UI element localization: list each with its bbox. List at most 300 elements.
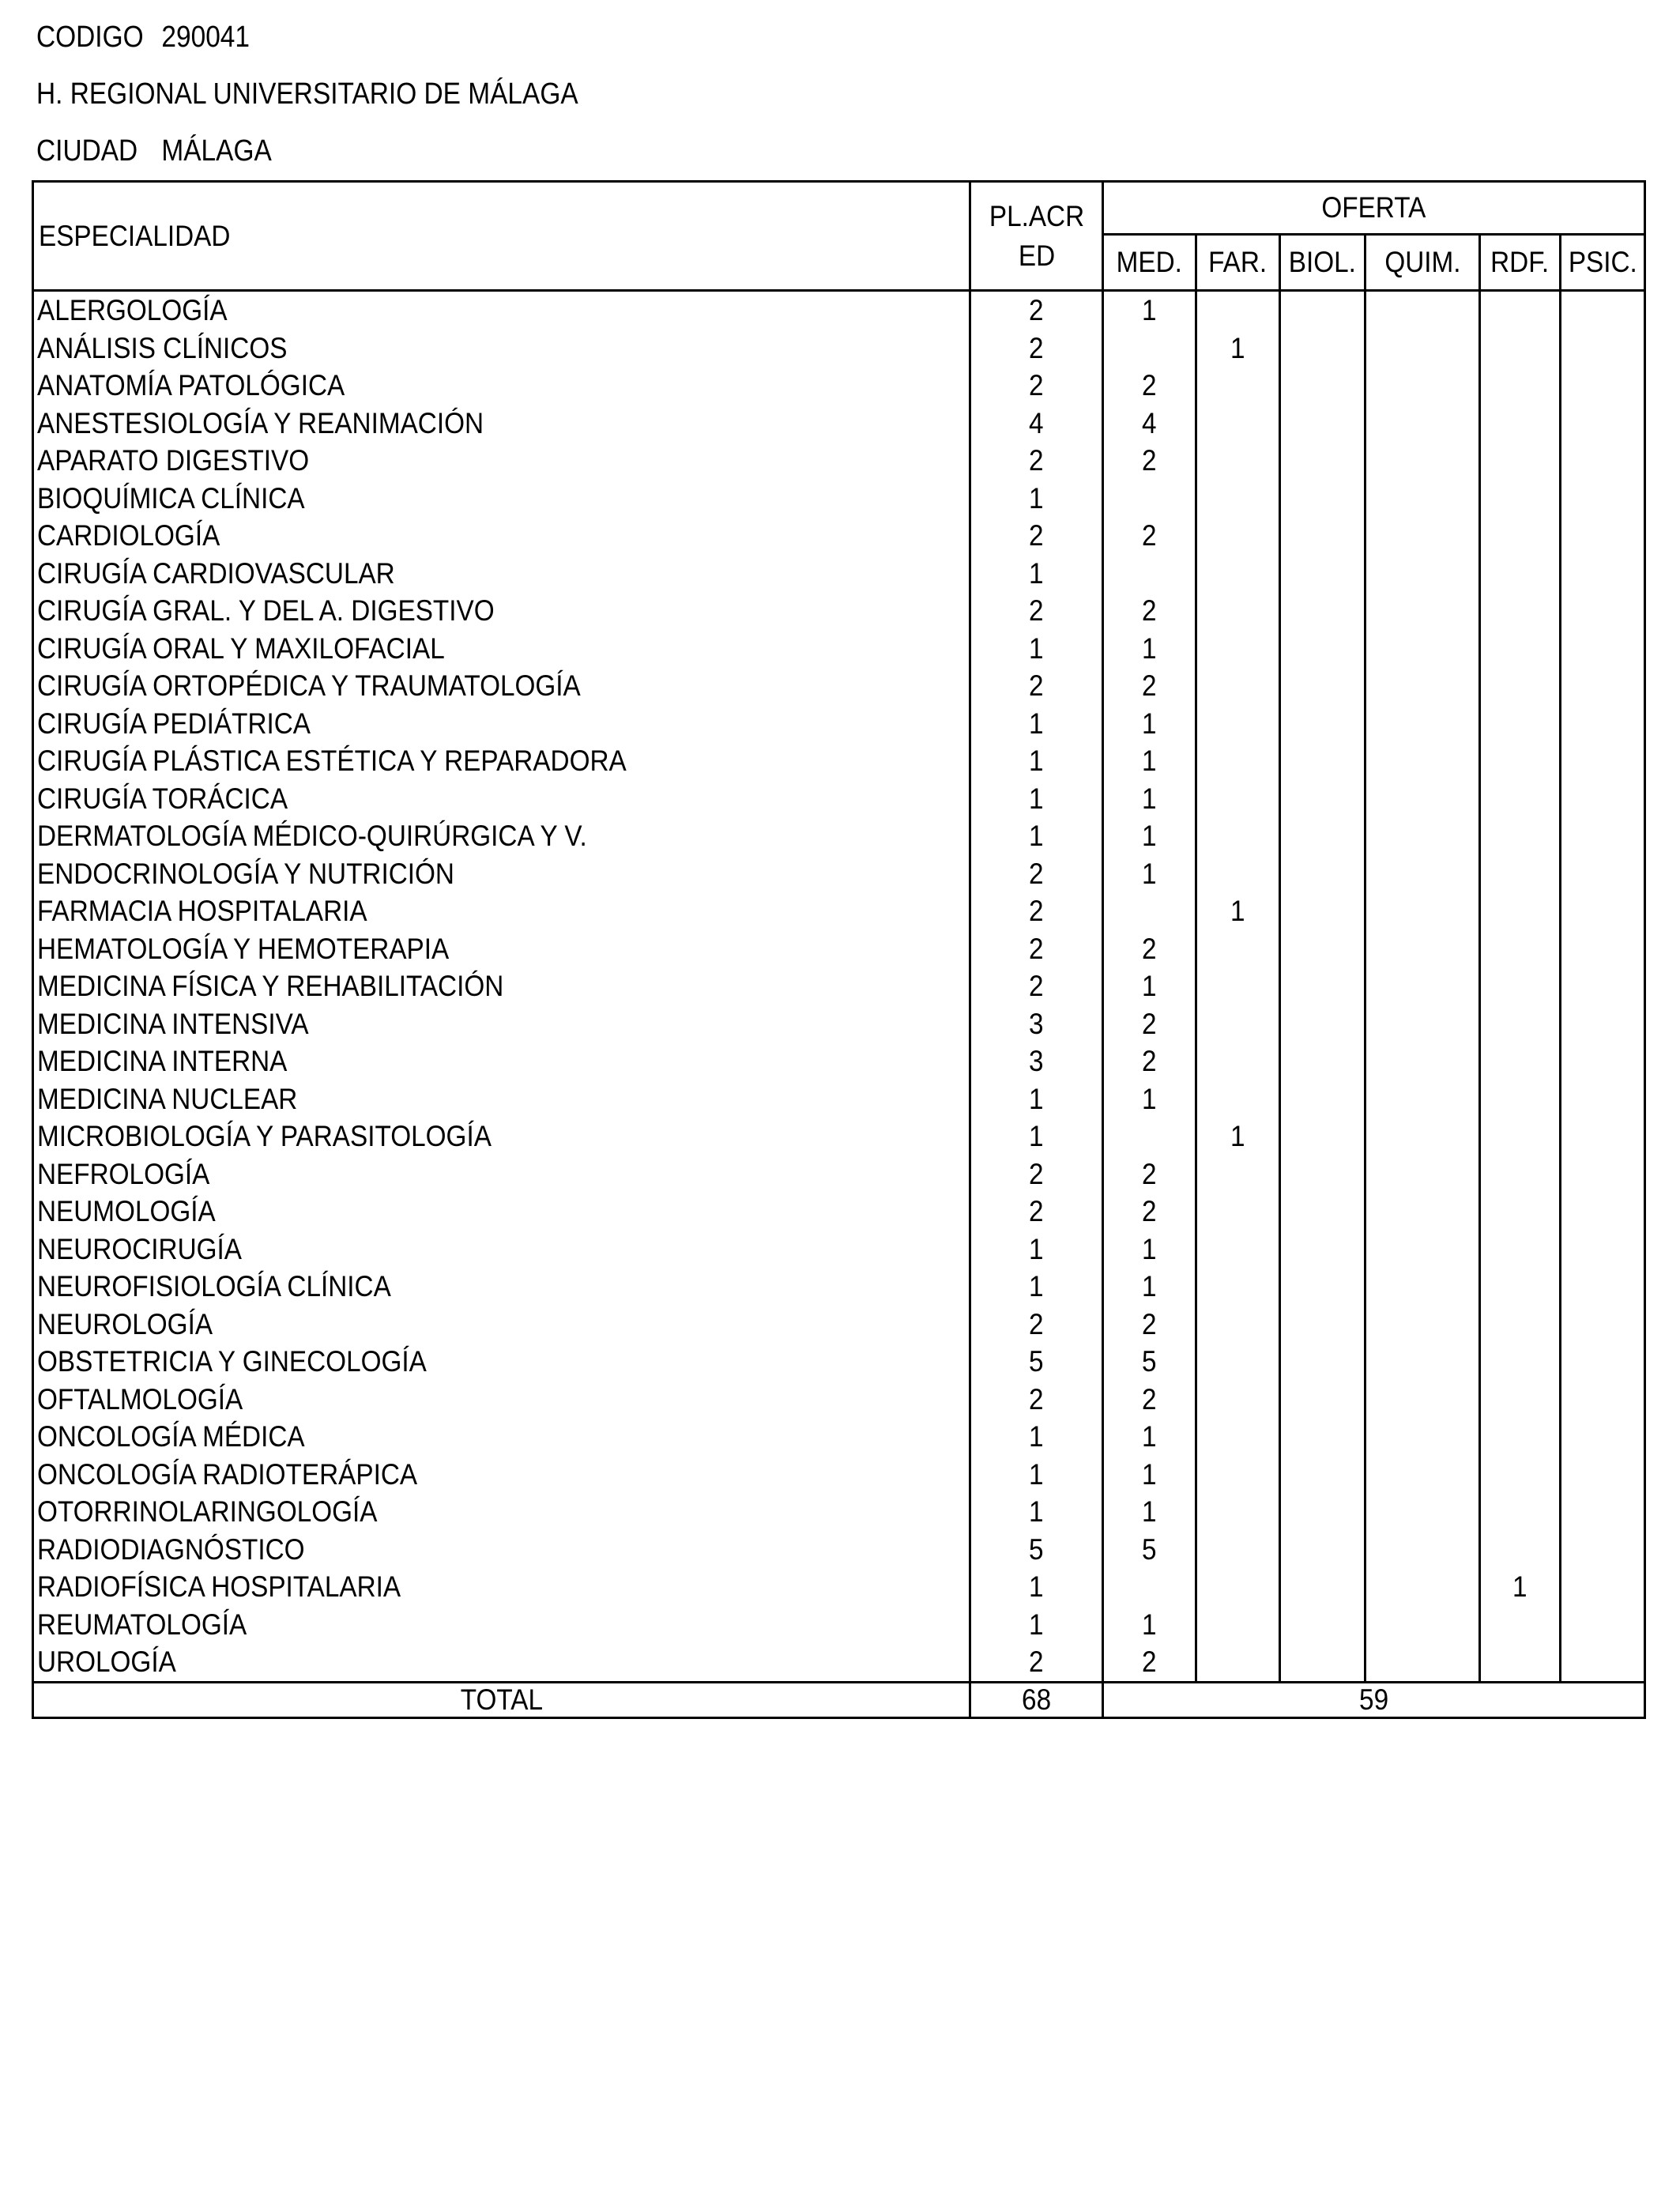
cell-rdf bbox=[1480, 1343, 1561, 1381]
cell-far bbox=[1196, 1643, 1280, 1682]
cell-biol bbox=[1280, 667, 1365, 705]
cell-rdf: 1 bbox=[1480, 1568, 1561, 1606]
cell-biol bbox=[1280, 1381, 1365, 1419]
cell-biol bbox=[1280, 1005, 1365, 1043]
table-row bbox=[33, 442, 1645, 480]
cell-name: NEFROLOGÍA bbox=[33, 1155, 970, 1193]
cell-psic bbox=[1561, 1155, 1645, 1193]
cell-biol bbox=[1280, 1042, 1365, 1080]
cell-far bbox=[1196, 1080, 1280, 1118]
cell-placred: 1 bbox=[970, 780, 1103, 818]
cell-med: 2 bbox=[1103, 1005, 1196, 1043]
cell-biol bbox=[1280, 1193, 1365, 1231]
cell-med: 2 bbox=[1103, 442, 1196, 480]
cell-rdf bbox=[1480, 1042, 1561, 1080]
cell-quim bbox=[1365, 1343, 1480, 1381]
cell-rdf bbox=[1480, 1531, 1561, 1569]
cell-med: 2 bbox=[1103, 592, 1196, 630]
cell-med bbox=[1103, 555, 1196, 593]
cell-psic bbox=[1561, 480, 1645, 518]
cell-placred: 1 bbox=[970, 817, 1103, 855]
cell-far bbox=[1196, 1456, 1280, 1494]
cell-med: 2 bbox=[1103, 930, 1196, 968]
cell-biol bbox=[1280, 742, 1365, 780]
cell-placred: 5 bbox=[970, 1343, 1103, 1381]
cell-placred: 3 bbox=[970, 1005, 1103, 1043]
cell-med: 2 bbox=[1103, 367, 1196, 405]
cell-far bbox=[1196, 1381, 1280, 1419]
cell-placred: 2 bbox=[970, 291, 1103, 330]
total-placred: 68 bbox=[970, 1682, 1103, 1717]
cell-far bbox=[1196, 1193, 1280, 1231]
cell-rdf bbox=[1480, 367, 1561, 405]
cell-rdf bbox=[1480, 1493, 1561, 1531]
cell-quim bbox=[1365, 780, 1480, 818]
header-med: MED. bbox=[1103, 235, 1196, 291]
cell-quim bbox=[1365, 1193, 1480, 1231]
cell-placred: 1 bbox=[970, 630, 1103, 668]
table-row bbox=[33, 892, 1645, 930]
table-row bbox=[33, 1268, 1645, 1306]
cell-med bbox=[1103, 330, 1196, 368]
cell-biol bbox=[1280, 517, 1365, 555]
cell-psic bbox=[1561, 892, 1645, 930]
table-row bbox=[33, 480, 1645, 518]
cell-placred: 1 bbox=[970, 1606, 1103, 1644]
cell-psic bbox=[1561, 1005, 1645, 1043]
table-row bbox=[33, 1306, 1645, 1344]
cell-name: FARMACIA HOSPITALARIA bbox=[33, 892, 970, 930]
cell-far bbox=[1196, 405, 1280, 443]
cell-name: ENDOCRINOLOGÍA Y NUTRICIÓN bbox=[33, 855, 970, 893]
cell-placred: 5 bbox=[970, 1531, 1103, 1569]
cell-placred: 2 bbox=[970, 1381, 1103, 1419]
cell-far bbox=[1196, 742, 1280, 780]
cell-quim bbox=[1365, 1606, 1480, 1644]
cell-biol bbox=[1280, 480, 1365, 518]
cell-far bbox=[1196, 1268, 1280, 1306]
cell-psic bbox=[1561, 667, 1645, 705]
cell-placred: 2 bbox=[970, 892, 1103, 930]
cell-rdf bbox=[1480, 517, 1561, 555]
cell-psic bbox=[1561, 630, 1645, 668]
cell-psic bbox=[1561, 1118, 1645, 1155]
cell-quim bbox=[1365, 630, 1480, 668]
cell-quim bbox=[1365, 1118, 1480, 1155]
cell-rdf bbox=[1480, 630, 1561, 668]
cell-quim bbox=[1365, 1568, 1480, 1606]
cell-biol bbox=[1280, 630, 1365, 668]
cell-biol bbox=[1280, 705, 1365, 743]
cell-med: 1 bbox=[1103, 1493, 1196, 1531]
cell-placred: 1 bbox=[970, 1568, 1103, 1606]
codigo-line bbox=[36, 19, 250, 55]
cell-biol bbox=[1280, 1343, 1365, 1381]
cell-placred: 2 bbox=[970, 517, 1103, 555]
cell-name: DERMATOLOGÍA MÉDICO-QUIRÚRGICA Y V. bbox=[33, 817, 970, 855]
cell-name: ANESTESIOLOGÍA Y REANIMACIÓN bbox=[33, 405, 970, 443]
cell-biol bbox=[1280, 555, 1365, 593]
cell-far bbox=[1196, 555, 1280, 593]
cell-name: ONCOLOGÍA RADIOTERÁPICA bbox=[33, 1456, 970, 1494]
cell-placred: 1 bbox=[970, 1080, 1103, 1118]
cell-placred: 1 bbox=[970, 1118, 1103, 1155]
cell-placred: 2 bbox=[970, 330, 1103, 368]
cell-quim bbox=[1365, 1456, 1480, 1494]
cell-psic bbox=[1561, 1606, 1645, 1644]
cell-quim bbox=[1365, 1306, 1480, 1344]
cell-med: 1 bbox=[1103, 1080, 1196, 1118]
cell-quim bbox=[1365, 592, 1480, 630]
table-row bbox=[33, 1343, 1645, 1381]
cell-rdf bbox=[1480, 1381, 1561, 1419]
cell-rdf bbox=[1480, 291, 1561, 330]
cell-far bbox=[1196, 967, 1280, 1005]
cell-rdf bbox=[1480, 592, 1561, 630]
cell-quim bbox=[1365, 405, 1480, 443]
table-row bbox=[33, 1005, 1645, 1043]
cell-quim bbox=[1365, 1268, 1480, 1306]
cell-name: MEDICINA NUCLEAR bbox=[33, 1080, 970, 1118]
cell-rdf bbox=[1480, 930, 1561, 968]
table-row bbox=[33, 855, 1645, 893]
cell-quim bbox=[1365, 705, 1480, 743]
cell-psic bbox=[1561, 1456, 1645, 1494]
cell-name: ANÁLISIS CLÍNICOS bbox=[33, 330, 970, 368]
cell-psic bbox=[1561, 1418, 1645, 1456]
table-row bbox=[33, 592, 1645, 630]
cell-quim bbox=[1365, 367, 1480, 405]
cell-biol bbox=[1280, 780, 1365, 818]
cell-psic bbox=[1561, 1568, 1645, 1606]
total-label: TOTAL bbox=[33, 1682, 970, 1717]
cell-rdf bbox=[1480, 1231, 1561, 1269]
cell-psic bbox=[1561, 1193, 1645, 1231]
table-row bbox=[33, 291, 1645, 330]
cell-biol bbox=[1280, 1418, 1365, 1456]
cell-name: UROLOGÍA bbox=[33, 1643, 970, 1682]
cell-far bbox=[1196, 1155, 1280, 1193]
cell-name: BIOQUÍMICA CLÍNICA bbox=[33, 480, 970, 518]
cell-far bbox=[1196, 442, 1280, 480]
codigo-label: CODIGO bbox=[36, 21, 144, 54]
cell-quim bbox=[1365, 442, 1480, 480]
cell-med: 1 bbox=[1103, 1456, 1196, 1494]
table-row bbox=[33, 1193, 1645, 1231]
cell-rdf bbox=[1480, 855, 1561, 893]
cell-biol bbox=[1280, 1268, 1365, 1306]
cell-name: MEDICINA FÍSICA Y REHABILITACIÓN bbox=[33, 967, 970, 1005]
cell-name: CIRUGÍA ORTOPÉDICA Y TRAUMATOLOGÍA bbox=[33, 667, 970, 705]
ciudad-line bbox=[36, 133, 272, 169]
cell-placred: 2 bbox=[970, 1643, 1103, 1682]
cell-quim bbox=[1365, 742, 1480, 780]
cell-psic bbox=[1561, 592, 1645, 630]
table-row bbox=[33, 780, 1645, 818]
header-placred: PL.ACRED bbox=[970, 182, 1103, 291]
cell-far bbox=[1196, 517, 1280, 555]
cell-med: 1 bbox=[1103, 1418, 1196, 1456]
cell-name: CIRUGÍA PLÁSTICA ESTÉTICA Y REPARADORA bbox=[33, 742, 970, 780]
cell-placred: 1 bbox=[970, 555, 1103, 593]
cell-rdf bbox=[1480, 967, 1561, 1005]
cell-psic bbox=[1561, 1042, 1645, 1080]
cell-rdf bbox=[1480, 1606, 1561, 1644]
cell-med: 2 bbox=[1103, 1155, 1196, 1193]
cell-biol bbox=[1280, 1155, 1365, 1193]
cell-placred: 4 bbox=[970, 405, 1103, 443]
cell-med: 4 bbox=[1103, 405, 1196, 443]
header-rdf: RDF. bbox=[1480, 235, 1561, 291]
table-row bbox=[33, 705, 1645, 743]
cell-rdf bbox=[1480, 1118, 1561, 1155]
cell-rdf bbox=[1480, 1080, 1561, 1118]
cell-med: 1 bbox=[1103, 817, 1196, 855]
cell-psic bbox=[1561, 1268, 1645, 1306]
cell-far bbox=[1196, 705, 1280, 743]
cell-psic bbox=[1561, 1381, 1645, 1419]
cell-biol bbox=[1280, 1531, 1365, 1569]
cell-far bbox=[1196, 1606, 1280, 1644]
cell-psic bbox=[1561, 967, 1645, 1005]
cell-placred: 2 bbox=[970, 967, 1103, 1005]
cell-name: ALERGOLOGÍA bbox=[33, 291, 970, 330]
cell-med: 1 bbox=[1103, 1231, 1196, 1269]
cell-rdf bbox=[1480, 555, 1561, 593]
cell-biol bbox=[1280, 1306, 1365, 1344]
cell-name: OTORRINOLARINGOLOGÍA bbox=[33, 1493, 970, 1531]
cell-biol bbox=[1280, 817, 1365, 855]
table-row bbox=[33, 1568, 1645, 1606]
header-oferta: OFERTA bbox=[1103, 182, 1645, 235]
cell-biol bbox=[1280, 1606, 1365, 1644]
cell-rdf bbox=[1480, 705, 1561, 743]
cell-psic bbox=[1561, 367, 1645, 405]
cell-far: 1 bbox=[1196, 1118, 1280, 1155]
table-row bbox=[33, 1381, 1645, 1419]
cell-med: 5 bbox=[1103, 1343, 1196, 1381]
cell-med: 1 bbox=[1103, 291, 1196, 330]
cell-rdf bbox=[1480, 1005, 1561, 1043]
table-row bbox=[33, 1456, 1645, 1494]
cell-quim bbox=[1365, 1531, 1480, 1569]
cell-name: NEUMOLOGÍA bbox=[33, 1193, 970, 1231]
cell-quim bbox=[1365, 1231, 1480, 1269]
cell-quim bbox=[1365, 1080, 1480, 1118]
cell-name: CIRUGÍA CARDIOVASCULAR bbox=[33, 555, 970, 593]
cell-psic bbox=[1561, 1643, 1645, 1682]
cell-placred: 2 bbox=[970, 1306, 1103, 1344]
header-far: FAR. bbox=[1196, 235, 1280, 291]
cell-quim bbox=[1365, 1418, 1480, 1456]
cell-psic bbox=[1561, 1231, 1645, 1269]
cell-far: 1 bbox=[1196, 892, 1280, 930]
cell-med: 2 bbox=[1103, 1643, 1196, 1682]
cell-name: OFTALMOLOGÍA bbox=[33, 1381, 970, 1419]
cell-psic bbox=[1561, 742, 1645, 780]
cell-quim bbox=[1365, 291, 1480, 330]
cell-quim bbox=[1365, 1042, 1480, 1080]
cell-quim bbox=[1365, 1381, 1480, 1419]
ciudad-label: CIUDAD bbox=[36, 134, 138, 168]
cell-placred: 2 bbox=[970, 930, 1103, 968]
cell-psic bbox=[1561, 330, 1645, 368]
header-quim: QUIM. bbox=[1365, 235, 1480, 291]
ciudad-value: MÁLAGA bbox=[161, 134, 272, 168]
cell-rdf bbox=[1480, 667, 1561, 705]
table-row bbox=[33, 1231, 1645, 1269]
cell-med: 2 bbox=[1103, 1381, 1196, 1419]
table-row bbox=[33, 817, 1645, 855]
table-row bbox=[33, 1493, 1645, 1531]
cell-quim bbox=[1365, 1493, 1480, 1531]
cell-rdf bbox=[1480, 1306, 1561, 1344]
cell-rdf bbox=[1480, 442, 1561, 480]
cell-med: 2 bbox=[1103, 1193, 1196, 1231]
cell-biol bbox=[1280, 967, 1365, 1005]
cell-name: CIRUGÍA PEDIÁTRICA bbox=[33, 705, 970, 743]
cell-quim bbox=[1365, 892, 1480, 930]
cell-name: NEUROFISIOLOGÍA CLÍNICA bbox=[33, 1268, 970, 1306]
cell-rdf bbox=[1480, 405, 1561, 443]
cell-med bbox=[1103, 892, 1196, 930]
cell-far bbox=[1196, 480, 1280, 518]
cell-psic bbox=[1561, 855, 1645, 893]
cell-biol bbox=[1280, 592, 1365, 630]
cell-biol bbox=[1280, 405, 1365, 443]
header-psic: PSIC. bbox=[1561, 235, 1645, 291]
cell-quim bbox=[1365, 930, 1480, 968]
cell-quim bbox=[1365, 555, 1480, 593]
cell-name: HEMATOLOGÍA Y HEMOTERAPIA bbox=[33, 930, 970, 968]
cell-med: 2 bbox=[1103, 517, 1196, 555]
cell-far bbox=[1196, 780, 1280, 818]
cell-rdf bbox=[1480, 1456, 1561, 1494]
cell-psic bbox=[1561, 1080, 1645, 1118]
especialidades-table bbox=[32, 180, 1646, 1719]
cell-med: 5 bbox=[1103, 1531, 1196, 1569]
table-row bbox=[33, 630, 1645, 668]
cell-quim bbox=[1365, 817, 1480, 855]
cell-name: CIRUGÍA GRAL. Y DEL A. DIGESTIVO bbox=[33, 592, 970, 630]
cell-quim bbox=[1365, 855, 1480, 893]
cell-far bbox=[1196, 817, 1280, 855]
cell-name: OBSTETRICIA Y GINECOLOGÍA bbox=[33, 1343, 970, 1381]
table-row bbox=[33, 1080, 1645, 1118]
cell-med: 2 bbox=[1103, 1306, 1196, 1344]
cell-psic bbox=[1561, 930, 1645, 968]
cell-far bbox=[1196, 1568, 1280, 1606]
cell-placred: 2 bbox=[970, 667, 1103, 705]
table-row bbox=[33, 330, 1645, 368]
cell-quim bbox=[1365, 1005, 1480, 1043]
table-row bbox=[33, 1606, 1645, 1644]
cell-far bbox=[1196, 667, 1280, 705]
cell-far bbox=[1196, 291, 1280, 330]
cell-med: 1 bbox=[1103, 705, 1196, 743]
hospital-name: H. REGIONAL UNIVERSITARIO DE MÁLAGA bbox=[36, 77, 578, 111]
cell-name: RADIODIAGNÓSTICO bbox=[33, 1531, 970, 1569]
cell-quim bbox=[1365, 1155, 1480, 1193]
cell-name: MEDICINA INTERNA bbox=[33, 1042, 970, 1080]
cell-far bbox=[1196, 367, 1280, 405]
table-row bbox=[33, 742, 1645, 780]
cell-quim bbox=[1365, 1643, 1480, 1682]
cell-biol bbox=[1280, 330, 1365, 368]
cell-med: 1 bbox=[1103, 967, 1196, 1005]
cell-placred: 2 bbox=[970, 367, 1103, 405]
cell-placred: 1 bbox=[970, 480, 1103, 518]
cell-rdf bbox=[1480, 1268, 1561, 1306]
cell-biol bbox=[1280, 291, 1365, 330]
cell-rdf bbox=[1480, 817, 1561, 855]
cell-far: 1 bbox=[1196, 330, 1280, 368]
cell-quim bbox=[1365, 667, 1480, 705]
cell-psic bbox=[1561, 705, 1645, 743]
cell-psic bbox=[1561, 555, 1645, 593]
cell-biol bbox=[1280, 892, 1365, 930]
cell-psic bbox=[1561, 291, 1645, 330]
cell-psic bbox=[1561, 1343, 1645, 1381]
cell-name: CIRUGÍA TORÁCICA bbox=[33, 780, 970, 818]
cell-rdf bbox=[1480, 742, 1561, 780]
cell-placred: 2 bbox=[970, 1155, 1103, 1193]
table-row bbox=[33, 1418, 1645, 1456]
cell-name: CIRUGÍA ORAL Y MAXILOFACIAL bbox=[33, 630, 970, 668]
table-row bbox=[33, 667, 1645, 705]
cell-psic bbox=[1561, 1531, 1645, 1569]
cell-psic bbox=[1561, 405, 1645, 443]
cell-biol bbox=[1280, 1568, 1365, 1606]
cell-far bbox=[1196, 1343, 1280, 1381]
cell-biol bbox=[1280, 1643, 1365, 1682]
cell-biol bbox=[1280, 1080, 1365, 1118]
cell-med: 1 bbox=[1103, 780, 1196, 818]
cell-psic bbox=[1561, 780, 1645, 818]
table-body bbox=[33, 291, 1645, 1683]
cell-placred: 1 bbox=[970, 1268, 1103, 1306]
cell-placred: 1 bbox=[970, 1456, 1103, 1494]
cell-quim bbox=[1365, 480, 1480, 518]
cell-psic bbox=[1561, 817, 1645, 855]
cell-placred: 1 bbox=[970, 742, 1103, 780]
cell-name: MICROBIOLOGÍA Y PARASITOLOGÍA bbox=[33, 1118, 970, 1155]
cell-far bbox=[1196, 1418, 1280, 1456]
table-row bbox=[33, 930, 1645, 968]
cell-biol bbox=[1280, 1493, 1365, 1531]
cell-med bbox=[1103, 1118, 1196, 1155]
cell-psic bbox=[1561, 1306, 1645, 1344]
cell-rdf bbox=[1480, 330, 1561, 368]
cell-far bbox=[1196, 1493, 1280, 1531]
cell-biol bbox=[1280, 367, 1365, 405]
codigo-value: 290041 bbox=[161, 21, 250, 54]
cell-placred: 2 bbox=[970, 855, 1103, 893]
cell-name: MEDICINA INTENSIVA bbox=[33, 1005, 970, 1043]
cell-biol bbox=[1280, 930, 1365, 968]
table-row bbox=[33, 1042, 1645, 1080]
cell-name: ONCOLOGÍA MÉDICA bbox=[33, 1418, 970, 1456]
cell-med: 1 bbox=[1103, 630, 1196, 668]
cell-rdf bbox=[1480, 780, 1561, 818]
cell-quim bbox=[1365, 330, 1480, 368]
cell-far bbox=[1196, 1231, 1280, 1269]
cell-biol bbox=[1280, 442, 1365, 480]
cell-med: 1 bbox=[1103, 742, 1196, 780]
table-row bbox=[33, 367, 1645, 405]
table-row bbox=[33, 967, 1645, 1005]
cell-placred: 2 bbox=[970, 1193, 1103, 1231]
